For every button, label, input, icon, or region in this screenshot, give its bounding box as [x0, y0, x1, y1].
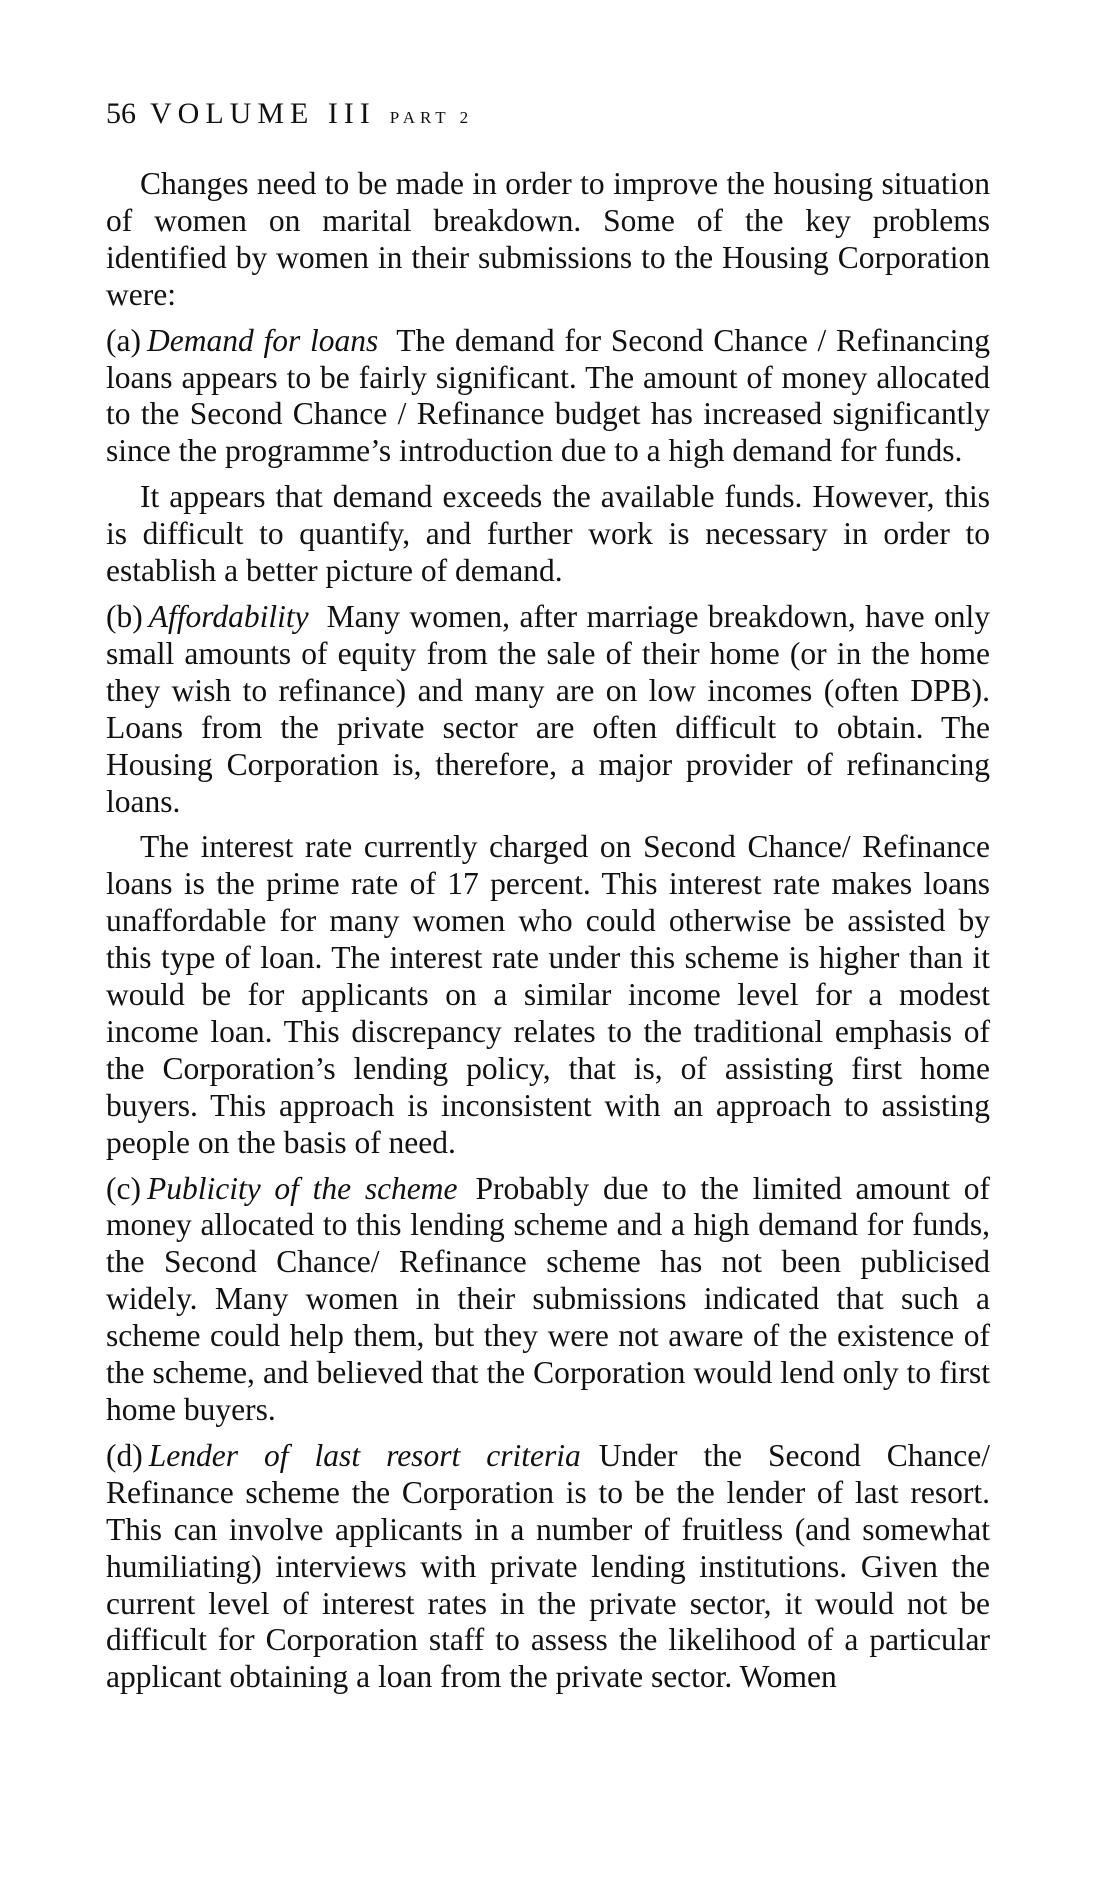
section-c-label: (c) [106, 1170, 141, 1206]
section-a-paragraph [106, 323, 990, 471]
part-label: PART 2 [389, 108, 474, 127]
section-b-continuation: The interest rate currently charged on Second Chance/ Refinance loans is the prime rate of 17 percent. This interest rate makes loans unaffordable for many women who could otherwise be assisted by this type of loan. The interest rate under this scheme is higher than it would be for applicants on a similar income level for a modest income loan. This discrepancy relates to the traditional emphasis of the Corporation’s lending policy, that is, of assisting first home buyers. This approach is inconsistent with an approach to assisting people on the basis of need. [106, 829, 990, 1160]
section-c-text: Probably due to the limited amount of money allocated to this lending scheme and a high demand for funds, the Second Chance/ Refinance scheme has not been publicised widely. Many women in their submissions indicated that such a scheme could help them, but they were not aware of the existence of the scheme, and believed that the Corporation would lend only to first home buyers. [106, 1170, 990, 1427]
section-c-heading: Publicity of the scheme [146, 1170, 458, 1206]
section-c-paragraph [106, 1171, 990, 1429]
intro-paragraph: Changes need to be made in order to improve the housing situation of women on marital breakdown. Some of the key problems identified by women in their submissions to the Housing Corporation were: [106, 166, 990, 312]
section-a-heading: Demand for loans [146, 322, 379, 358]
running-head [106, 96, 473, 136]
page-number: 56 [106, 97, 136, 130]
section-b-label: (b) [106, 598, 143, 634]
section-d-paragraph [106, 1438, 990, 1696]
section-a-text: The demand for Second Chance / Refinancing loans appears to be fairly significant. The amount of money allocated to the Second Chance / Refinance budget has increased significantly since the programme’s introduction due to a high demand for funds. [106, 322, 990, 469]
section-a-label: (a) [106, 322, 141, 358]
section-a-continuation: It appears that demand exceeds the available funds. However, this is difficult to quantify, and further work is necessary in order to establish a better picture of demand. [106, 479, 990, 589]
volume-label: VOLUME III [150, 97, 376, 130]
section-b-text: Many women, after marriage breakdown, have only small amounts of equity from the sale of their home (or in the home they wish to refinance) and many are on low incomes (often DPB). Loans from the private sector are often difficult to obtain. The Housing Corporation is, therefore, a major provider of refinancing loans. [106, 598, 990, 819]
section-b-heading: Affordability [148, 598, 309, 634]
body-text [106, 166, 990, 1696]
section-d-text: Under the Second Chance/ Refinance scheme the Corporation is to be the lender of last resort. This can involve applicants in a number of fruitless (and somewhat humiliating) interviews with private lending institutions. Given the current level of interest rates in the private sector, it would not be difficult for Corporation staff to assess the likelihood of a particular applicant obtaining a loan from the private sector. Women [106, 1437, 991, 1695]
section-b-paragraph [106, 599, 990, 820]
section-d-heading: Lender of last resort criteria [148, 1437, 581, 1473]
section-d-label: (d) [106, 1437, 143, 1473]
